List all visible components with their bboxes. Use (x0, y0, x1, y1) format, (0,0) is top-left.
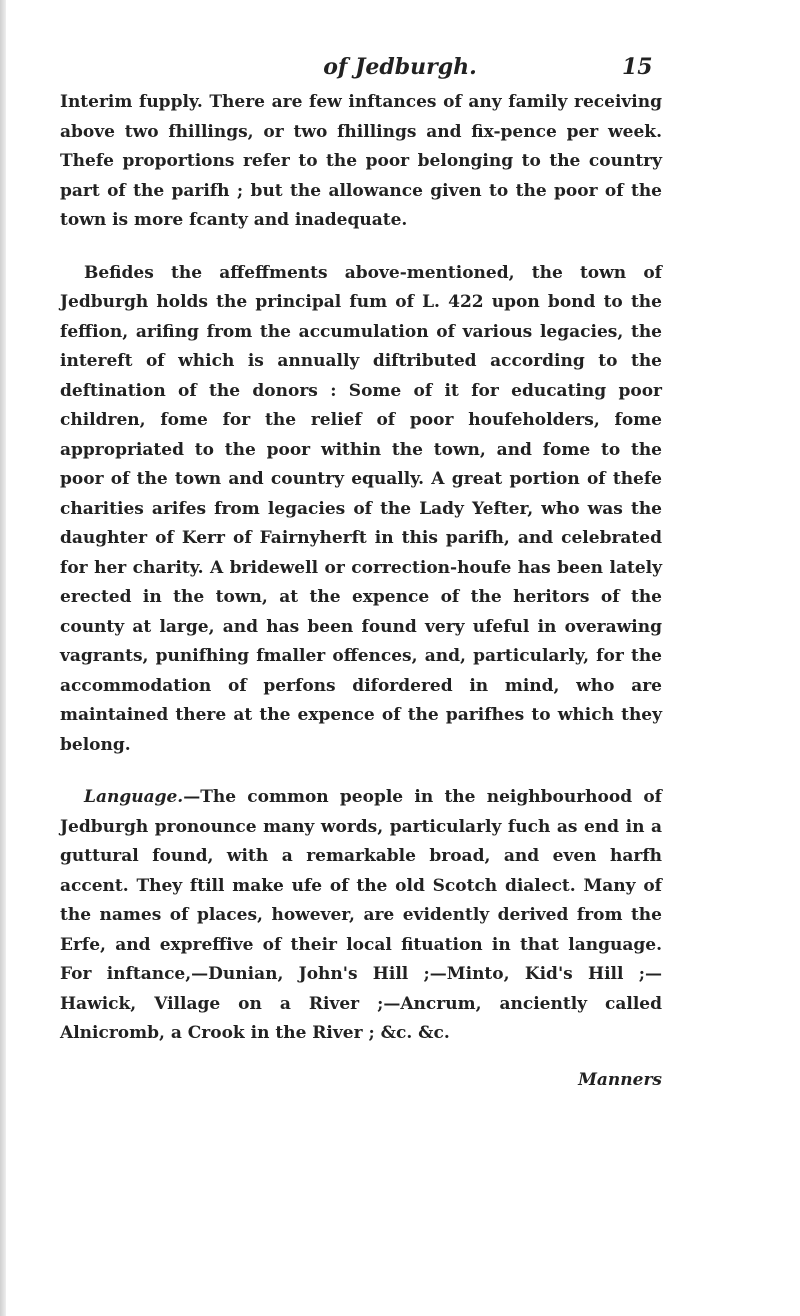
catchword: Manners (578, 1069, 662, 1090)
paragraph-poor-supply: Interim fupply. There are few inftances of any family receiving above two fhillings, or two fhillings and fix-pence per week. Thefe proportions refer to the poor belonging to the country part of the parifh ; but the allowance given to the poor of the town is more fcanty and inadequate. (60, 92, 662, 230)
running-title: of Jedburgh. (323, 54, 477, 80)
page-header (0, 52, 800, 82)
body-text (60, 88, 662, 1095)
page-spine-shadow (0, 0, 6, 1316)
paragraph-assessments: Befides the affeffments above-mentioned, the town of Jedburgh holds the principal fum of L. 422 upon bond to the feffion, arifing from the accumulation of various legacies, the intereft of which is annually diftributed according to the deftination of the donors : Some of it for educating poor children, fome for the relief of poor houfeholders, fome appropriated to the poor within the town, and fome to the poor of the town and country equally. A great portion of thefe charities arifes from legacies of the Lady Yefter, who was the daughter of Kerr of Fairnyherft in this parifh, and celebrated for her charity. A bridewell or correction-houfe has been lately erected in the town, at the expence of the heritors of the county at large, and has been found very ufeful in overawing vagrants, punifhing fmaller offences, and, particularly, for the accommodation of perfons difordered in mind, who are maintained there at the expence of the parifhes to which they belong. (60, 262, 662, 755)
page-number: 15 (622, 54, 653, 80)
paragraph-language-text: —The common people in the neighbourhood of Jedburgh pronounce many words, particularly fuch as end in a guttural found, with a remarkable broad, and even harfh accent. They ftill make ufe of the old Scotch dialect. Many of the names of places, however, are evidently derived from the Erfe, and expreffive of their local fituation in that language. For inftance,—Dunian, John's Hill ;—Minto, Kid's Hill ;—Hawick, Village on a River ;—Ancrum, anciently called Alnicromb, a Crook in the River ; &c. &c. (60, 787, 662, 1043)
paragraph-language (60, 783, 662, 1049)
section-heading-language: Language. (84, 787, 184, 807)
